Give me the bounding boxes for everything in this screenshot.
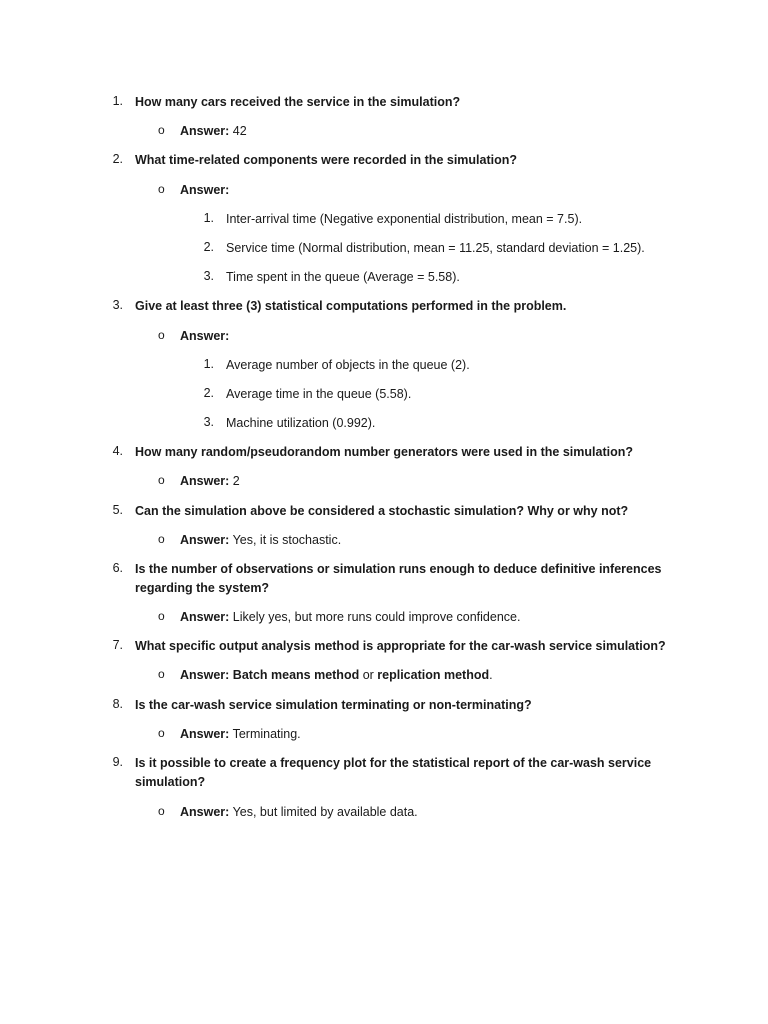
question-number: 2. [112,152,123,166]
question-text: How many cars received the service in the simulation? [135,95,461,109]
sub-item-text: Average number of objects in the queue (2). [226,358,470,372]
answer-text: 42 [229,124,247,138]
answer-label: Answer: [180,727,230,741]
question-text: Is the car-wash service simulation terminating or non-terminating? [135,698,532,712]
answer-label: Answer: [180,124,230,138]
answer-method-2: replication method [377,668,490,682]
answer-connector: or [359,668,378,682]
question-number: 3. [112,298,123,312]
sub-item-text: Time spent in the queue (Average = 5.58). [226,270,460,284]
bullet-icon: o [158,667,165,681]
bullet-icon: o [158,532,165,546]
bullet-icon: o [158,473,165,487]
question-text: How many random/pseudorandom number generators were used in the simulation? [135,445,633,459]
sub-item-number: 3. [203,269,214,283]
sub-item-text: Average time in the queue (5.58). [226,387,412,401]
sub-item-text: Service time (Normal distribution, mean = 11.25, standard deviation = 1.25). [226,241,645,255]
bullet-icon: o [158,182,165,196]
answer-line [180,726,301,742]
question-number: 9. [112,755,123,769]
question-number: 6. [112,561,123,575]
sub-item-number: 3. [203,415,214,429]
question-text: What specific output analysis method is appropriate for the car-wash service simulation? [135,639,666,653]
bullet-icon: o [158,726,165,740]
answer-method-1: Batch means method [229,668,360,682]
answer-text: Yes, it is stochastic. [229,533,342,547]
answer-line [180,532,341,548]
answer-line [180,804,418,820]
answer-label: Answer: [180,183,230,197]
question-number: 7. [112,638,123,652]
sub-item-text: Inter-arrival time (Negative exponential distribution, mean = 7.5). [226,212,583,226]
question-text-continued: regarding the system? [135,581,270,595]
answer-line [180,123,247,139]
answer-text: Terminating. [229,727,301,741]
sub-item-number: 1. [203,211,214,225]
question-number: 1. [112,94,123,108]
question-number: 4. [112,444,123,458]
answer-label: Answer: [180,533,230,547]
answer-period: . [489,668,493,682]
bullet-icon: o [158,804,165,818]
question-text: What time-related components were recorded in the simulation? [135,153,518,167]
sub-item-number: 2. [203,386,214,400]
answer-text: Likely yes, but more runs could improve confidence. [229,610,521,624]
question-number: 8. [112,697,123,711]
answer-label: Answer: [180,668,230,682]
question-text: Can the simulation above be considered a stochastic simulation? Why or why not? [135,504,629,518]
bullet-icon: o [158,609,165,623]
sub-item-number: 2. [203,240,214,254]
answer-line [180,667,493,683]
answer-label: Answer: [180,805,230,819]
answer-line [180,473,240,489]
answer-text: Yes, but limited by available data. [229,805,418,819]
sub-item-text: Machine utilization (0.992). [226,416,376,430]
question-text: Give at least three (3) statistical computations performed in the problem. [135,299,567,313]
answer-text: 2 [229,474,240,488]
question-text: Is it possible to create a frequency plot for the statistical report of the car-wash service [135,756,652,770]
answer-label: Answer: [180,610,230,624]
question-text: Is the number of observations or simulation runs enough to deduce definitive inferences [135,562,662,576]
bullet-icon: o [158,328,165,342]
answer-label: Answer: [180,474,230,488]
answer-line [180,609,520,625]
sub-item-number: 1. [203,357,214,371]
bullet-icon: o [158,123,165,137]
answer-label: Answer: [180,329,230,343]
question-number: 5. [112,503,123,517]
question-text-continued: simulation? [135,775,206,789]
